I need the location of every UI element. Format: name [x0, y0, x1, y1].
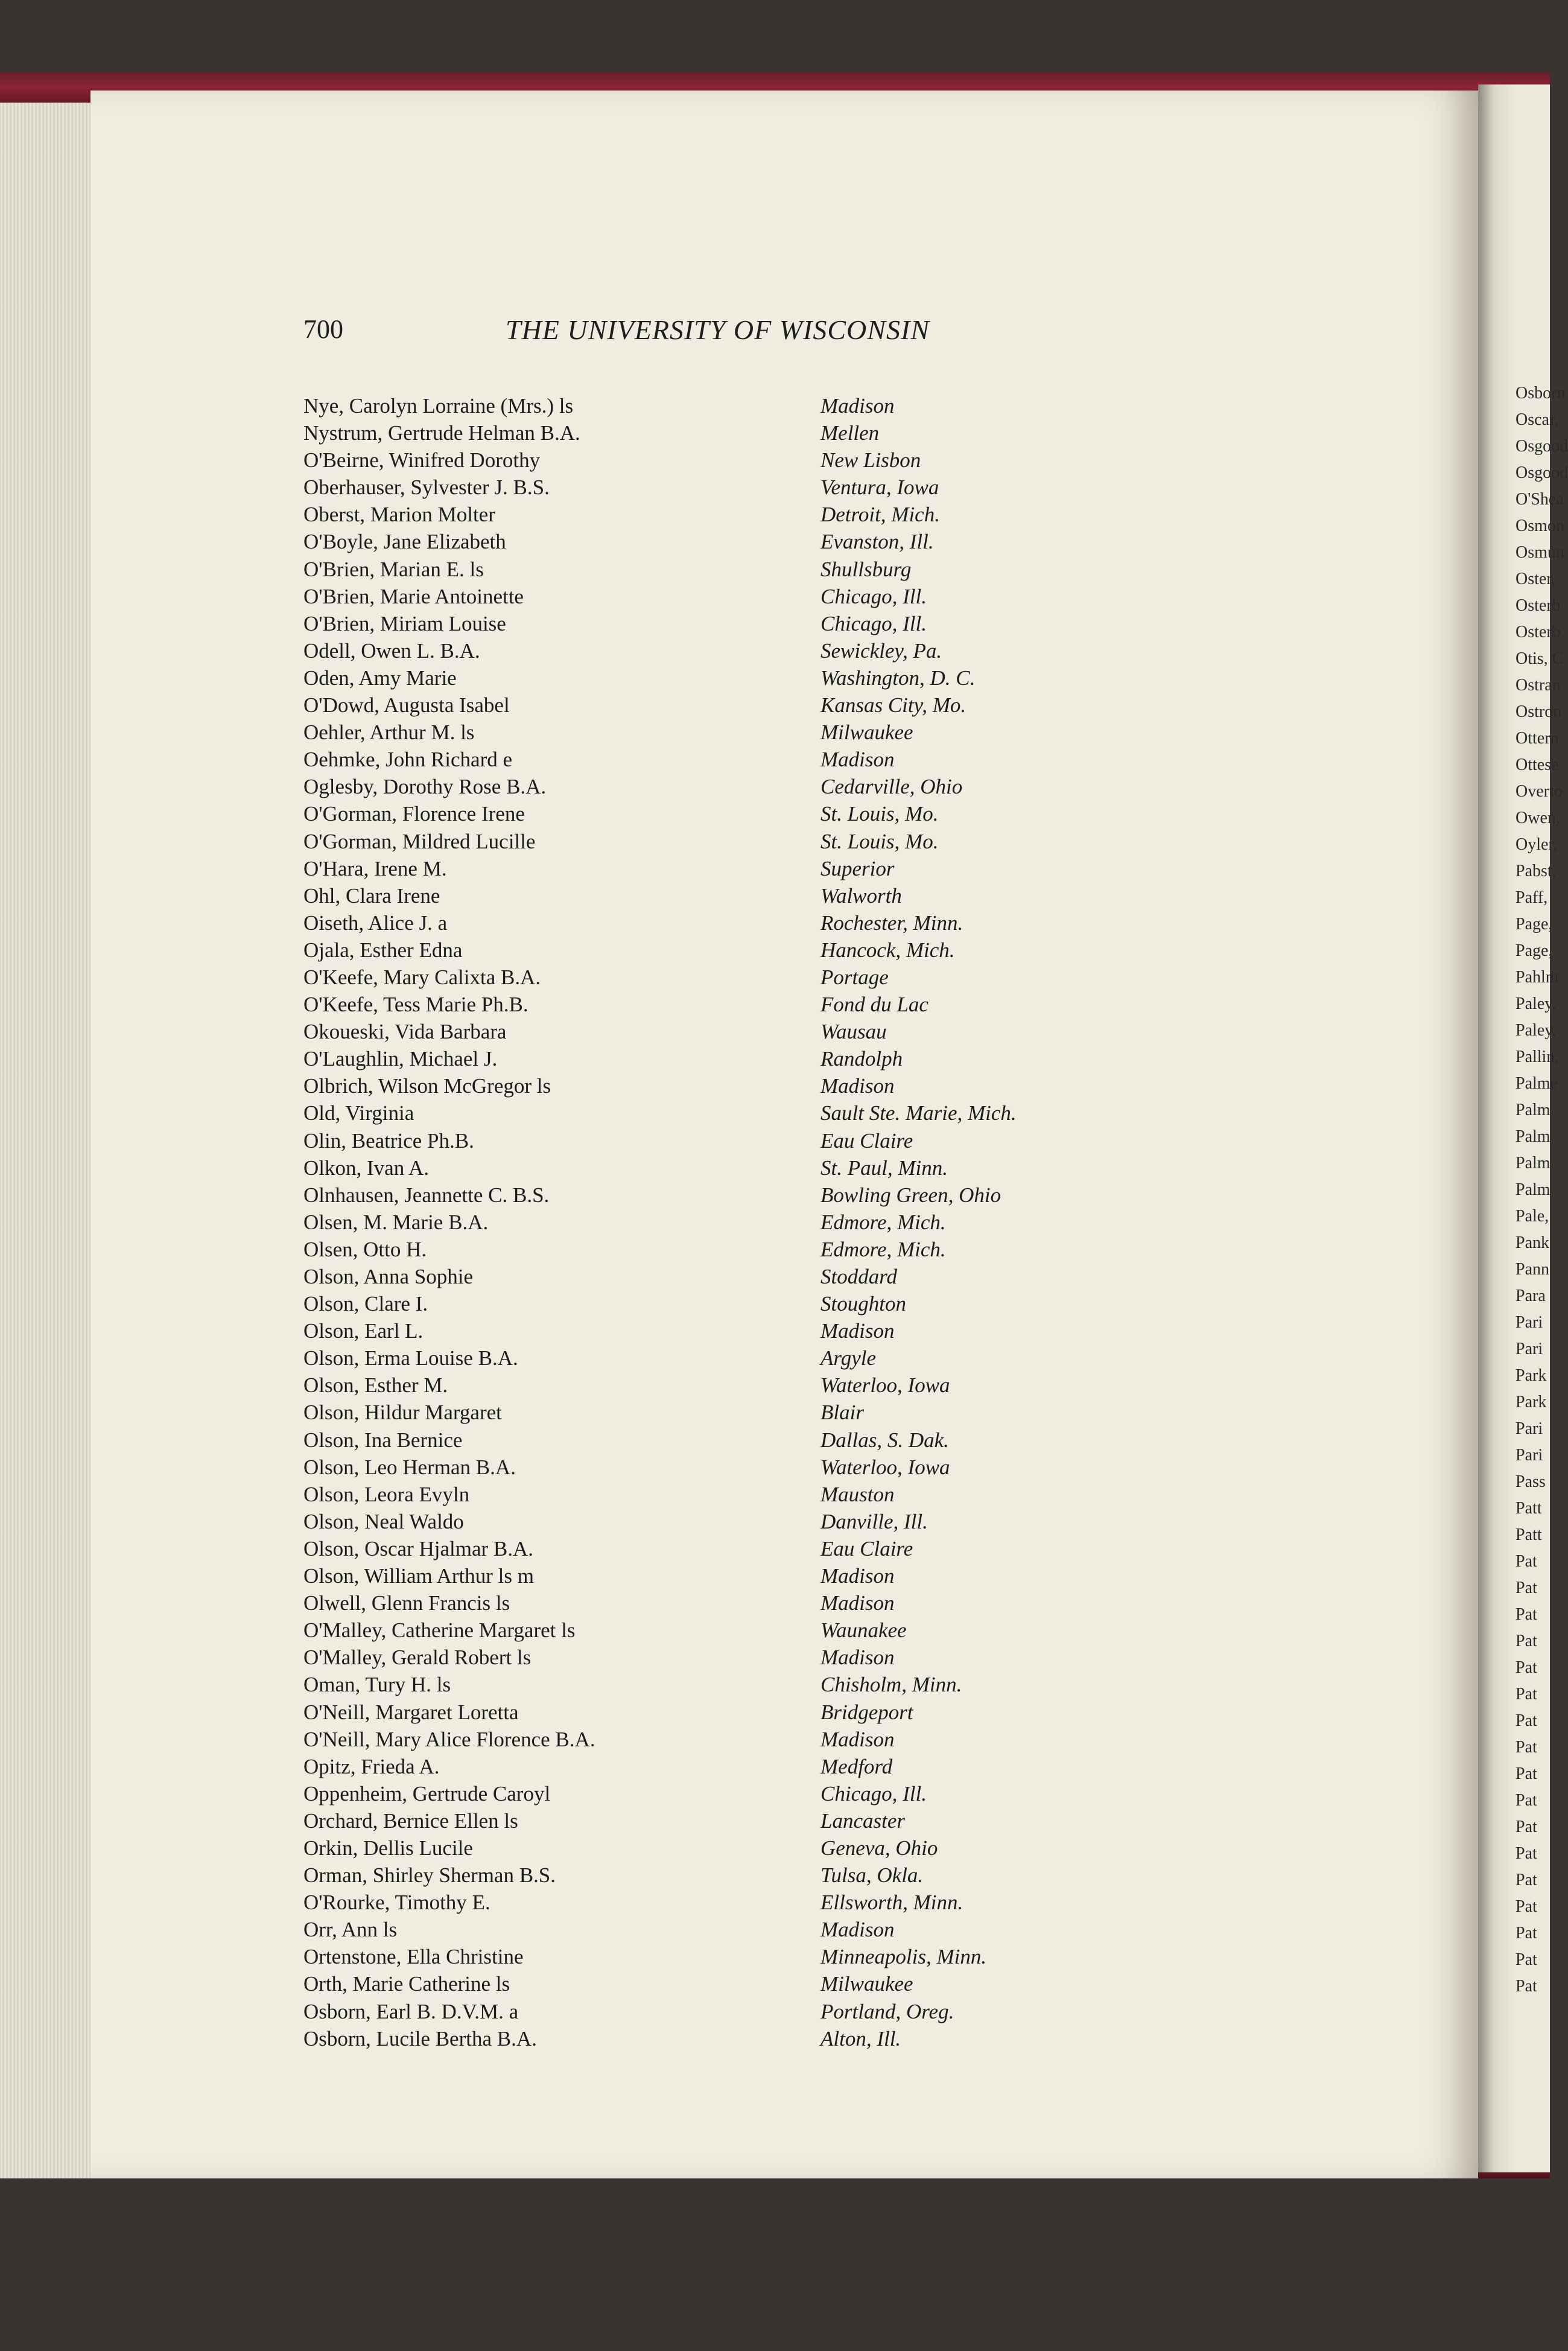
student-name: Olson, Esther M.	[303, 1373, 448, 1398]
roster-entry	[303, 610, 1148, 637]
student-name: Orman, Shirley Sherman B.S.	[303, 1863, 556, 1888]
student-name: O'Brien, Marian E. ls	[303, 557, 484, 581]
next-page-word: Paley,	[1516, 1021, 1557, 1040]
roster-entry	[303, 1481, 1148, 1508]
roster-entry	[303, 1072, 1148, 1099]
student-name: Ojala, Esther Edna	[303, 938, 463, 962]
next-page-word: Pari	[1516, 1419, 1543, 1438]
next-page-word: Pat	[1516, 1632, 1537, 1650]
student-name: O'Hara, Irene M.	[303, 856, 447, 880]
student-hometown: Stoughton	[821, 1292, 906, 1316]
student-hometown: Bowling Green, Ohio	[821, 1183, 1001, 1207]
next-page-word: Pat	[1516, 1950, 1537, 1969]
student-name: Olson, Neal Waldo	[303, 1509, 464, 1533]
next-page-word: Pann	[1516, 1260, 1549, 1279]
next-page-word: Oyler,	[1516, 835, 1558, 854]
page-header	[303, 314, 1100, 356]
student-hometown: Chicago, Ill.	[821, 584, 927, 608]
roster-entry	[303, 1644, 1148, 1671]
next-page-word: Paley,	[1516, 994, 1557, 1013]
next-page-word: Palm	[1516, 1180, 1551, 1199]
student-name: Oden, Amy Marie	[303, 666, 457, 690]
student-name: Olson, Leora Evyln	[303, 1482, 470, 1506]
roster-entry	[303, 882, 1148, 909]
student-name: O'Gorman, Mildred Lucille	[303, 829, 536, 853]
student-hometown: Chicago, Ill.	[821, 1781, 927, 1805]
next-page-word: Pahlm	[1516, 968, 1559, 987]
roster-entry	[303, 501, 1148, 528]
roster-entry	[303, 1236, 1148, 1263]
student-roster	[303, 392, 1148, 2052]
student-hometown: Portage	[821, 965, 889, 989]
next-page-word: Pank	[1516, 1233, 1549, 1252]
student-hometown: Bridgeport	[821, 1700, 913, 1724]
student-hometown: Wausau	[821, 1020, 887, 1044]
next-page-word: Osgood	[1516, 437, 1568, 456]
next-page-word: Pat	[1516, 1897, 1537, 1916]
student-hometown: Portland, Oreg.	[821, 1999, 954, 2023]
roster-entry	[303, 1317, 1148, 1344]
roster-entry	[303, 1508, 1148, 1535]
student-name: Osborn, Lucile Bertha B.A.	[303, 2026, 537, 2050]
student-name: O'Boyle, Jane Elizabeth	[303, 530, 506, 554]
next-page-word: Pale,	[1516, 1207, 1549, 1226]
roster-entry	[303, 828, 1148, 855]
student-name: Olkon, Ivan A.	[303, 1156, 430, 1180]
student-hometown: Minneapolis, Minn.	[821, 1945, 987, 1969]
roster-entry	[303, 419, 1148, 447]
student-hometown: Madison	[821, 1319, 895, 1343]
next-page-word: Patt	[1516, 1499, 1542, 1518]
student-name: Osborn, Earl B. D.V.M. a	[303, 1999, 519, 2023]
student-name: Ortenstone, Ella Christine	[303, 1945, 524, 1969]
student-name: Orchard, Bernice Ellen ls	[303, 1809, 518, 1833]
student-name: Olin, Beatrice Ph.B.	[303, 1128, 474, 1153]
next-page-word: Oster,	[1516, 570, 1556, 588]
roster-entry	[303, 528, 1148, 555]
page-number: 700	[303, 314, 343, 344]
student-hometown: St. Louis, Mo.	[821, 802, 939, 826]
student-hometown: Madison	[821, 1074, 895, 1098]
roster-entry	[303, 1372, 1148, 1399]
student-hometown: Stoddard	[821, 1265, 898, 1288]
student-name: O'Brien, Marie Antoinette	[303, 584, 524, 608]
roster-entry	[303, 1671, 1148, 1698]
student-hometown: Cedarville, Ohio	[821, 775, 963, 799]
student-hometown: Alton, Ill.	[821, 2026, 901, 2050]
next-page-text	[1516, 380, 1568, 2000]
roster-entry	[303, 937, 1148, 964]
student-hometown: Chisholm, Minn.	[821, 1673, 962, 1697]
student-hometown: Washington, D. C.	[821, 666, 976, 690]
next-page-word: Palme	[1516, 1074, 1558, 1093]
student-hometown: Geneva, Ohio	[821, 1836, 938, 1860]
next-page-word: Pat	[1516, 1738, 1537, 1757]
roster-entry	[303, 637, 1148, 664]
roster-entry	[303, 1018, 1148, 1045]
student-name: Olson, Earl L.	[303, 1319, 424, 1343]
student-hometown: Detroit, Mich.	[821, 503, 940, 527]
student-hometown: Ventura, Iowa	[821, 476, 939, 500]
student-hometown: Shullsburg	[821, 557, 912, 581]
next-page-word: Osterb	[1516, 623, 1561, 641]
next-page-word: Ottern	[1516, 729, 1559, 748]
student-name: Orth, Marie Catherine ls	[303, 1972, 510, 1996]
student-name: O'Neill, Margaret Loretta	[303, 1700, 519, 1724]
next-page-word: Otis, C	[1516, 649, 1564, 668]
next-page-word: Page,	[1516, 915, 1553, 934]
roster-entry	[303, 474, 1148, 501]
roster-entry	[303, 800, 1148, 827]
roster-entry	[303, 1344, 1148, 1372]
student-name: O'Keefe, Mary Calixta B.A.	[303, 965, 541, 989]
roster-entry	[303, 1753, 1148, 1780]
roster-entry	[303, 773, 1148, 800]
student-hometown: Madison	[821, 1591, 895, 1615]
student-hometown: Lancaster	[821, 1809, 905, 1833]
student-hometown: Chicago, Ill.	[821, 611, 927, 635]
student-hometown: St. Louis, Mo.	[821, 829, 939, 853]
student-name: O'Keefe, Tess Marie Ph.B.	[303, 993, 528, 1017]
roster-entry	[303, 1916, 1148, 1943]
roster-entry	[303, 1045, 1148, 1072]
student-hometown: Rochester, Minn.	[821, 911, 963, 935]
student-name: Odell, Owen L. B.A.	[303, 638, 480, 663]
student-name: Olson, Ina Bernice	[303, 1428, 463, 1452]
roster-entry	[303, 1099, 1148, 1127]
roster-entry	[303, 692, 1148, 719]
student-hometown: Eau Claire	[821, 1536, 913, 1560]
roster-entry	[303, 1943, 1148, 1970]
student-name: Okoueski, Vida Barbara	[303, 1020, 507, 1044]
student-hometown: Randolph	[821, 1047, 903, 1071]
roster-entry	[303, 1290, 1148, 1317]
next-page-word: Osgood	[1516, 463, 1568, 482]
next-page-word: Pat	[1516, 1924, 1537, 1942]
student-hometown: Kansas City, Mo.	[821, 693, 967, 717]
student-hometown: Waterloo, Iowa	[821, 1455, 950, 1479]
next-page-word: Palm	[1516, 1127, 1551, 1146]
student-name: Orkin, Dellis Lucile	[303, 1836, 473, 1860]
student-hometown: Dallas, S. Dak.	[821, 1428, 949, 1452]
next-page-word: Pat	[1516, 1977, 1537, 1996]
student-name: O'Malley, Catherine Margaret ls	[303, 1618, 576, 1643]
roster-entry	[303, 1862, 1148, 1889]
roster-entry	[303, 746, 1148, 773]
student-hometown: Superior	[821, 856, 895, 880]
student-name: Oehler, Arthur M. ls	[303, 721, 475, 745]
student-name: Olbrich, Wilson McGregor ls	[303, 1074, 551, 1098]
roster-entry	[303, 1589, 1148, 1617]
next-page-word: Pari	[1516, 1446, 1543, 1465]
next-page-word: Pat	[1516, 1552, 1537, 1571]
student-name: Olson, Anna Sophie	[303, 1265, 473, 1288]
roster-entry	[303, 1454, 1148, 1481]
student-hometown: Milwaukee	[821, 721, 913, 745]
roster-entry	[303, 1889, 1148, 1916]
next-page-word: Osmon	[1516, 517, 1564, 535]
next-page-word: Pabst,	[1516, 862, 1557, 880]
roster-entry	[303, 1699, 1148, 1726]
next-page-word: Ostran	[1516, 676, 1561, 695]
student-name: O'Laughlin, Michael J.	[303, 1047, 498, 1071]
next-page-word: Pari	[1516, 1340, 1543, 1358]
student-hometown: Milwaukee	[821, 1972, 913, 1996]
roster-entry	[303, 1807, 1148, 1834]
student-hometown: Tulsa, Okla.	[821, 1863, 924, 1888]
next-page-word: Palm	[1516, 1154, 1551, 1172]
next-page-word: Paff,	[1516, 888, 1548, 907]
student-name: Old, Virginia	[303, 1101, 414, 1125]
roster-entry	[303, 1970, 1148, 1997]
student-hometown: Eau Claire	[821, 1128, 913, 1153]
student-hometown: Fond du Lac	[821, 993, 928, 1017]
next-page-word: Pat	[1516, 1764, 1537, 1783]
student-hometown: Mauston	[821, 1482, 895, 1506]
student-hometown: Madison	[821, 1727, 895, 1751]
student-hometown: Walworth	[821, 883, 902, 908]
next-page-word: Pat	[1516, 1605, 1537, 1624]
student-name: Olwell, Glenn Francis ls	[303, 1591, 510, 1615]
student-name: O'Beirne, Winifred Dorothy	[303, 448, 541, 472]
next-page-word: Page,	[1516, 941, 1553, 960]
student-name: Oehmke, John Richard e	[303, 748, 513, 772]
roster-entry	[303, 1562, 1148, 1589]
student-hometown: Ellsworth, Minn.	[821, 1891, 963, 1915]
roster-entry	[303, 1726, 1148, 1753]
next-page-word: Pallin,	[1516, 1048, 1560, 1066]
roster-entry	[303, 1182, 1148, 1209]
student-name: Olson, Erma Louise B.A.	[303, 1346, 518, 1370]
student-name: Oberst, Marion Molter	[303, 503, 495, 527]
student-hometown: Madison	[821, 1564, 895, 1588]
roster-entry	[303, 1834, 1148, 1862]
roster-entry	[303, 583, 1148, 610]
student-hometown: Madison	[821, 394, 895, 418]
student-hometown: Medford	[821, 1754, 893, 1778]
student-name: Ohl, Clara Irene	[303, 883, 440, 908]
student-name: Olson, Clare I.	[303, 1292, 428, 1316]
next-page-word: Pat	[1516, 1844, 1537, 1863]
roster-entry	[303, 991, 1148, 1018]
student-name: Nystrum, Gertrude Helman B.A.	[303, 421, 580, 445]
next-page-word: Ostron	[1516, 702, 1562, 721]
next-page-word: Owen,	[1516, 809, 1560, 827]
next-page-word: Pat	[1516, 1871, 1537, 1889]
running-title: THE UNIVERSITY OF WISCONSIN	[506, 314, 930, 345]
student-hometown: New Lisbon	[821, 448, 921, 472]
next-page-word: Park	[1516, 1393, 1547, 1411]
roster-entry	[303, 1617, 1148, 1644]
student-name: O'Dowd, Augusta Isabel	[303, 693, 510, 717]
next-page-word: Pat	[1516, 1791, 1537, 1810]
roster-entry	[303, 1127, 1148, 1154]
roster-entry	[303, 1780, 1148, 1807]
roster-entry	[303, 447, 1148, 474]
roster-entry	[303, 664, 1148, 692]
student-hometown: Sewickley, Pa.	[821, 638, 942, 663]
student-name: O'Malley, Gerald Robert ls	[303, 1646, 532, 1670]
next-page-word: Park	[1516, 1366, 1547, 1385]
student-hometown: Waterloo, Iowa	[821, 1373, 950, 1398]
student-hometown: Madison	[821, 748, 895, 772]
student-name: O'Gorman, Florence Irene	[303, 802, 525, 826]
student-name: Olson, William Arthur ls m	[303, 1564, 534, 1588]
student-name: Oman, Tury H. ls	[303, 1673, 451, 1697]
student-hometown: Edmore, Mich.	[821, 1237, 946, 1261]
student-name: Olsen, Otto H.	[303, 1237, 427, 1261]
student-hometown: St. Paul, Minn.	[821, 1156, 948, 1180]
roster-entry	[303, 1399, 1148, 1426]
next-page-word: Osmun	[1516, 543, 1564, 562]
next-page-word: Pat	[1516, 1579, 1537, 1597]
student-hometown: Argyle	[821, 1346, 876, 1370]
next-page-word: Pass	[1516, 1472, 1546, 1491]
roster-entry	[303, 2025, 1148, 2052]
roster-entry	[303, 855, 1148, 882]
student-name: Olson, Hildur Margaret	[303, 1401, 502, 1425]
next-page-word: Pat	[1516, 1818, 1537, 1836]
next-page-word: Oscar,	[1516, 410, 1559, 429]
next-page-word: Pat	[1516, 1658, 1537, 1677]
roster-entry	[303, 1998, 1148, 2025]
student-hometown: Edmore, Mich.	[821, 1210, 946, 1234]
next-page-word: Overto	[1516, 782, 1563, 801]
next-page-word: O'Shea	[1516, 490, 1564, 509]
next-page-word: Pat	[1516, 1711, 1537, 1730]
roster-entry	[303, 1535, 1148, 1562]
student-name: O'Neill, Mary Alice Florence B.A.	[303, 1727, 595, 1751]
student-name: Opitz, Frieda A.	[303, 1754, 440, 1778]
next-page-word: Patt	[1516, 1525, 1542, 1544]
roster-entry	[303, 1154, 1148, 1182]
next-page-word: Palm	[1516, 1101, 1551, 1119]
student-hometown: Sault Ste. Marie, Mich.	[821, 1101, 1017, 1125]
student-hometown: Waunakee	[821, 1618, 907, 1643]
student-name: Nye, Carolyn Lorraine (Mrs.) ls	[303, 394, 574, 418]
student-name: Oberhauser, Sylvester J. B.S.	[303, 476, 550, 500]
student-hometown: Hancock, Mich.	[821, 938, 955, 962]
student-name: Olson, Leo Herman B.A.	[303, 1455, 516, 1479]
next-page-word: Para	[1516, 1287, 1546, 1305]
student-hometown: Blair	[821, 1401, 864, 1425]
student-name: O'Rourke, Timothy E.	[303, 1891, 490, 1915]
next-page-word: Pari	[1516, 1313, 1543, 1332]
roster-entry	[303, 1209, 1148, 1236]
next-page-word: Osterb	[1516, 596, 1561, 615]
student-name: Olsen, M. Marie B.A.	[303, 1210, 489, 1234]
roster-entry	[303, 556, 1148, 583]
student-name: Olson, Oscar Hjalmar B.A.	[303, 1536, 534, 1560]
student-name: Oglesby, Dorothy Rose B.A.	[303, 775, 547, 799]
student-name: O'Brien, Miriam Louise	[303, 611, 506, 635]
student-name: Olnhausen, Jeannette C. B.S.	[303, 1183, 550, 1207]
student-hometown: Evanston, Ill.	[821, 530, 934, 554]
roster-entry	[303, 1263, 1148, 1290]
roster-entry	[303, 719, 1148, 746]
next-page-word: Ottese	[1516, 756, 1559, 774]
student-hometown: Danville, Ill.	[821, 1509, 928, 1533]
student-hometown: Madison	[821, 1918, 895, 1942]
roster-entry	[303, 964, 1148, 991]
student-name: Oiseth, Alice J. a	[303, 911, 448, 935]
student-name: Oppenheim, Gertrude Caroyl	[303, 1781, 551, 1805]
student-hometown: Madison	[821, 1646, 895, 1670]
next-page-word: Pat	[1516, 1685, 1537, 1704]
roster-entry	[303, 909, 1148, 937]
next-page-word: Osborn	[1516, 384, 1566, 402]
student-hometown: Mellen	[821, 421, 880, 445]
roster-entry	[303, 1427, 1148, 1454]
roster-entry	[303, 392, 1148, 419]
student-name: Orr, Ann ls	[303, 1918, 398, 1942]
